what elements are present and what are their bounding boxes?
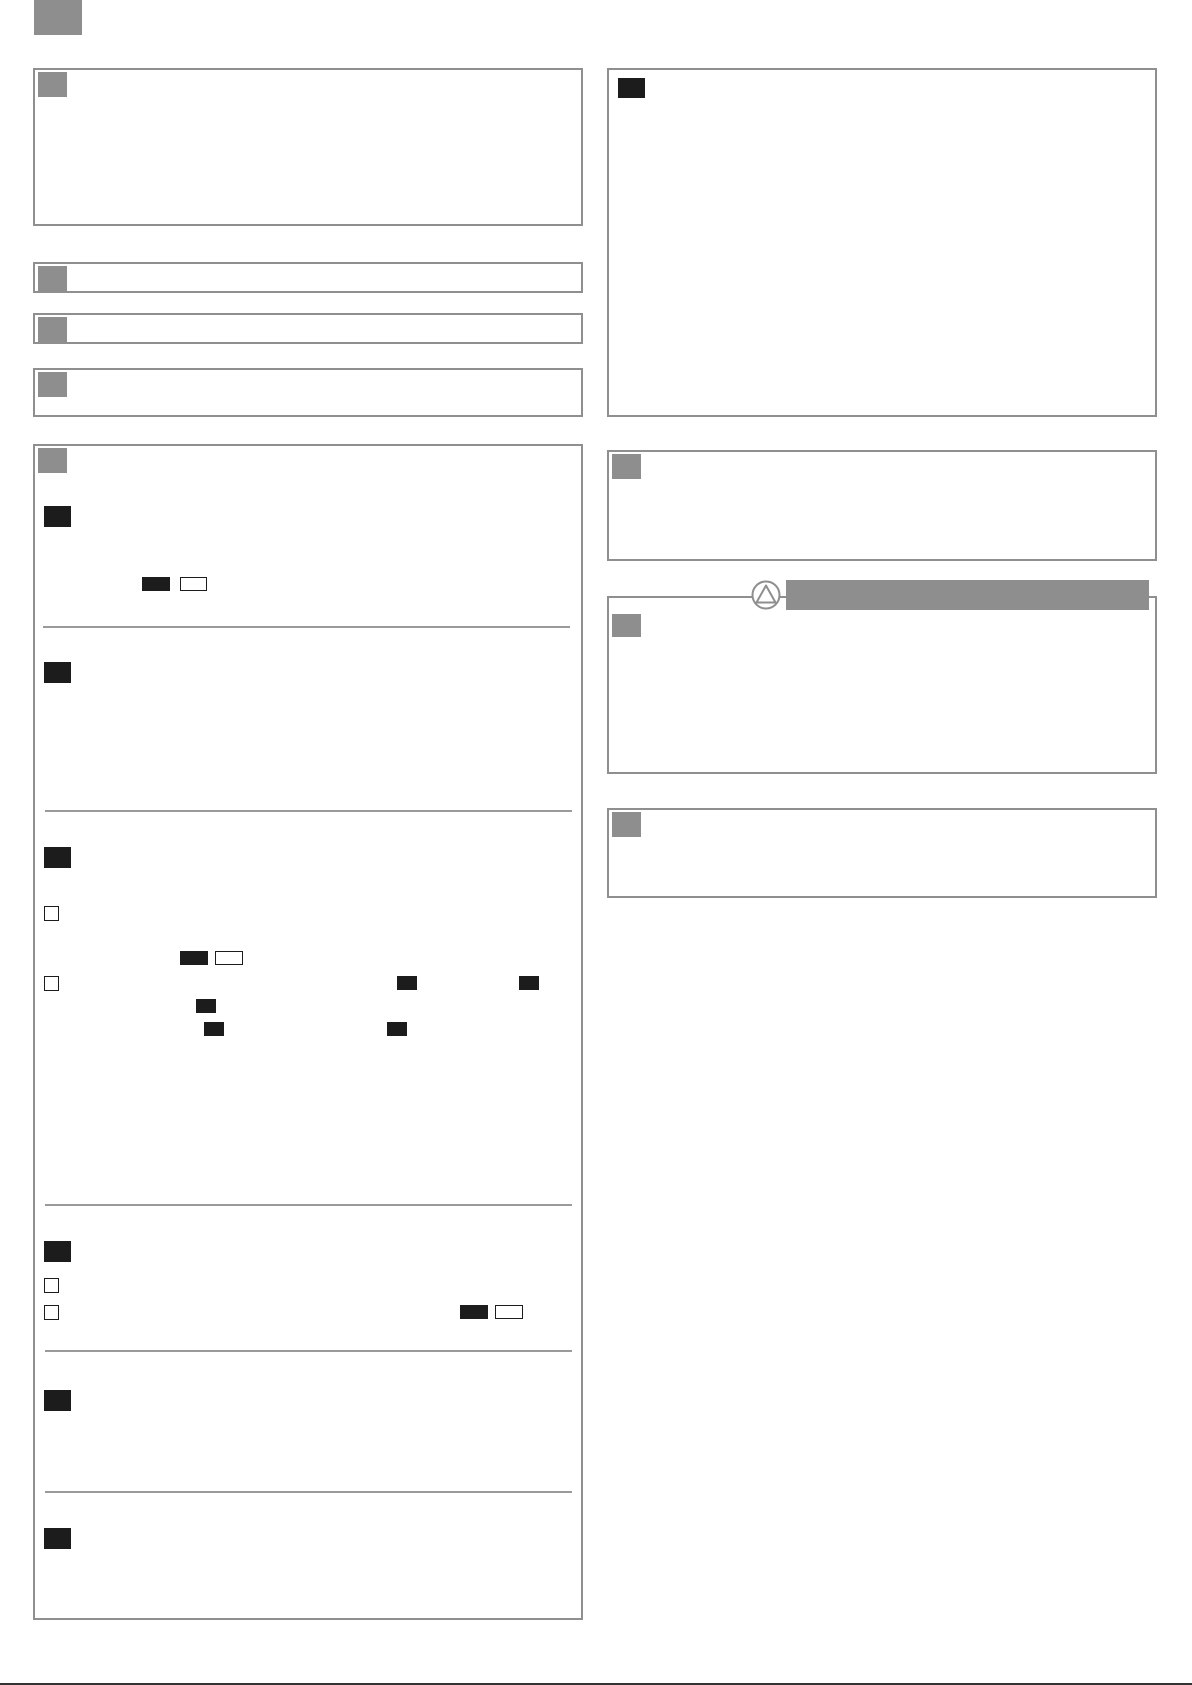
panel-4-label xyxy=(38,372,67,397)
panel-9-label xyxy=(612,812,641,837)
page-header-label xyxy=(34,0,82,35)
section-e-label xyxy=(44,1390,71,1411)
section-a-label xyxy=(44,506,71,527)
divider-d xyxy=(45,1350,572,1352)
section-c-ref-1 xyxy=(397,976,417,990)
panel-2 xyxy=(33,262,583,293)
checkbox-c2[interactable] xyxy=(44,976,59,991)
section-a-key-white xyxy=(180,577,207,591)
section-c-ref-2 xyxy=(519,976,539,990)
warning-triangle-icon xyxy=(751,580,781,610)
warning-panel xyxy=(607,596,1157,774)
panel-5 xyxy=(33,444,583,1620)
section-c-key-dark xyxy=(180,951,208,965)
panel-6 xyxy=(607,68,1157,417)
panel-6-label xyxy=(618,78,645,98)
section-b-label xyxy=(44,662,71,683)
panel-7-label xyxy=(612,454,641,479)
panel-1-label xyxy=(38,72,67,97)
section-c-label xyxy=(44,847,71,868)
panel-4 xyxy=(33,368,583,417)
divider-a xyxy=(43,626,570,628)
warning-panel-label xyxy=(612,614,641,637)
section-c-ref-3 xyxy=(196,999,216,1013)
section-c-key-white xyxy=(215,951,243,965)
section-c-ref-4 xyxy=(204,1022,224,1036)
section-d-key-dark xyxy=(460,1305,488,1319)
section-a-key-dark xyxy=(142,577,170,591)
divider-b xyxy=(45,810,572,812)
section-c-ref-5 xyxy=(387,1022,407,1036)
panel-2-label xyxy=(38,266,67,291)
divider-c xyxy=(45,1204,572,1206)
panel-9 xyxy=(607,808,1157,898)
checkbox-c1[interactable] xyxy=(44,906,59,921)
checkbox-d2[interactable] xyxy=(44,1305,59,1320)
section-d-key-white xyxy=(495,1305,523,1319)
panel-3 xyxy=(33,313,583,344)
divider-e xyxy=(45,1491,572,1493)
section-f-label xyxy=(44,1528,71,1549)
panel-3-label xyxy=(38,317,67,342)
checkbox-d1[interactable] xyxy=(44,1278,59,1293)
section-d-label xyxy=(44,1241,71,1262)
panel-1 xyxy=(33,68,583,226)
panel-5-label xyxy=(38,448,67,473)
panel-7 xyxy=(607,450,1157,561)
warning-banner xyxy=(786,580,1149,610)
